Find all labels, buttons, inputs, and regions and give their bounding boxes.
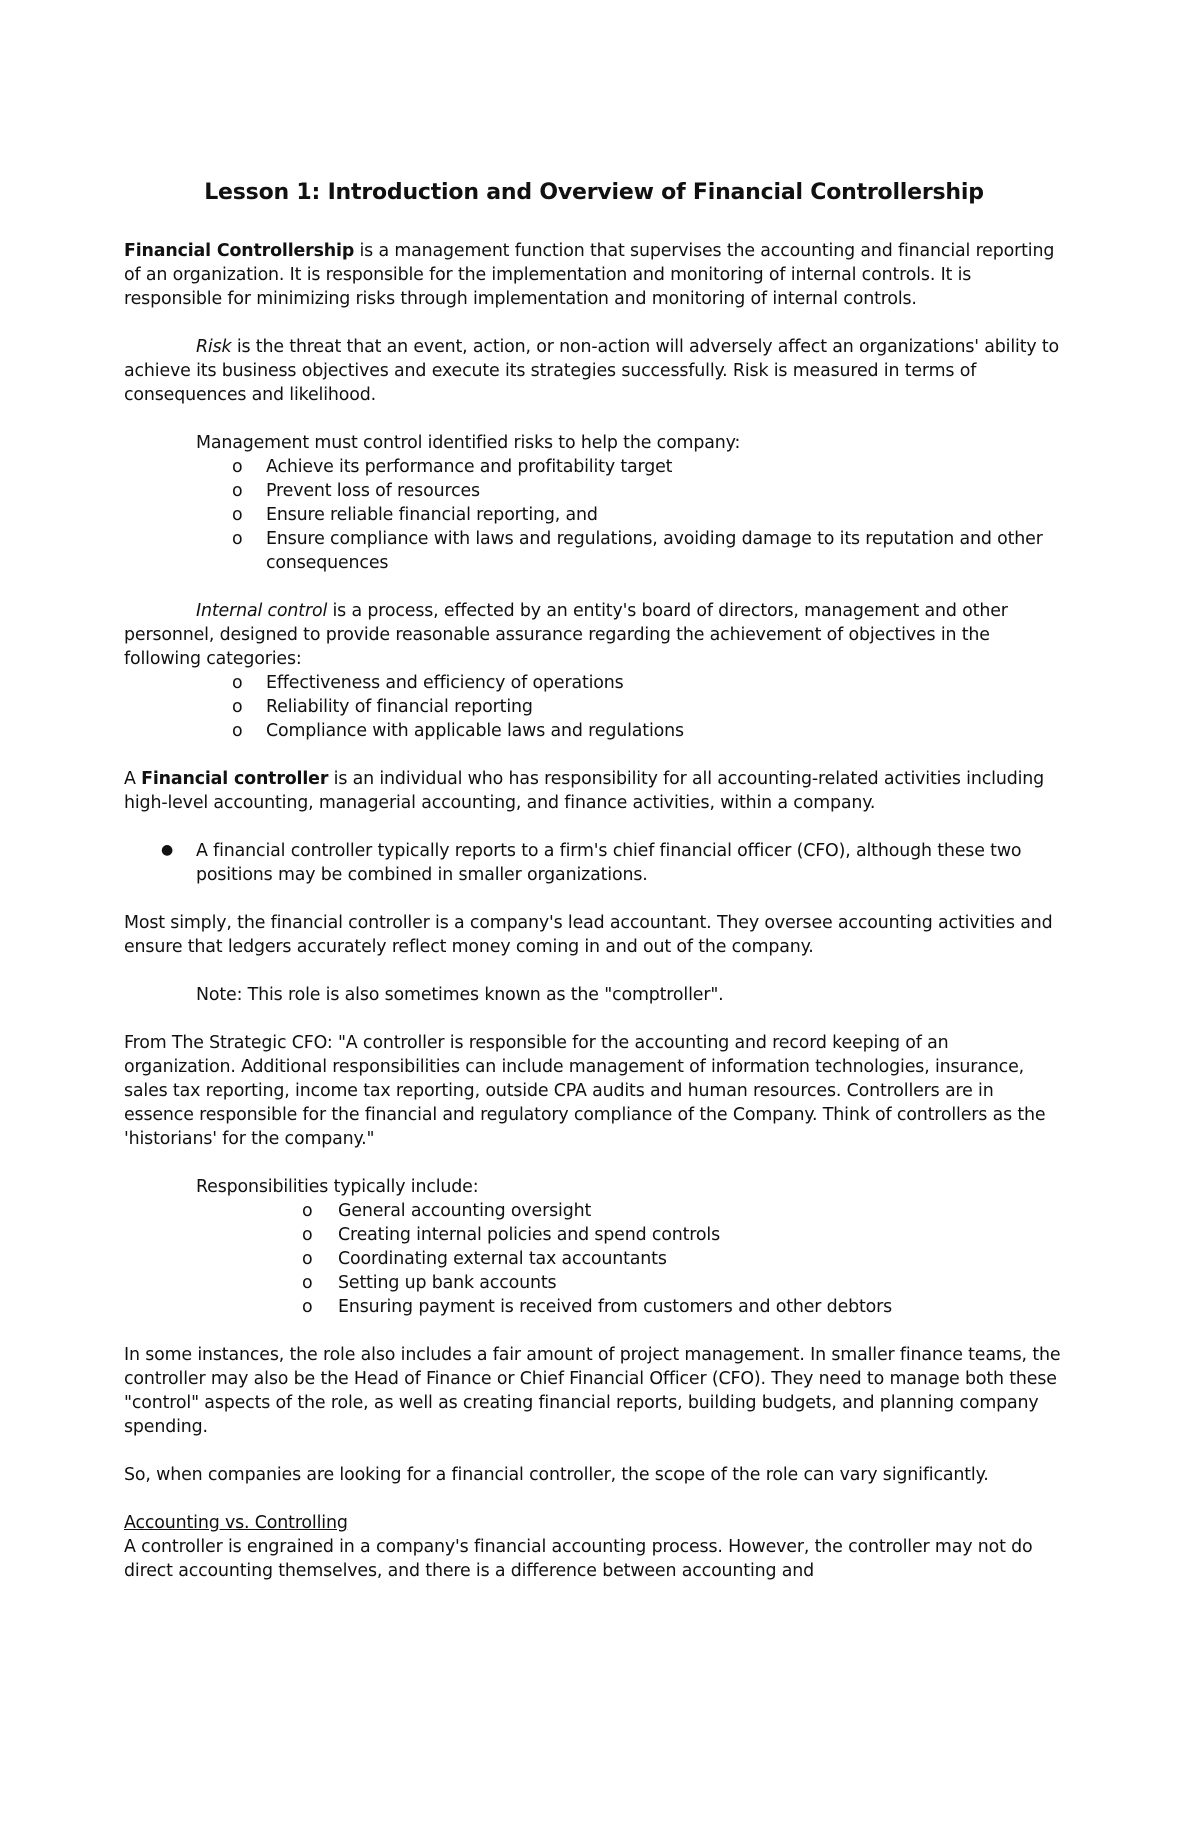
list-item: o Creating internal policies and spend controls bbox=[302, 1225, 721, 1245]
accounting-vs-controlling-text: A controller is engrained in a company's financial accounting process. However, the controller may not do direct accounting themselves, and there is a difference between accounting and bbox=[124, 1537, 1033, 1581]
list-marker: o bbox=[302, 1273, 313, 1293]
risk-text: is the threat that an event, action, or non-action will adversely affect an organizations' ability to achieve its business objectives and execute its strategies successfully. Risk is measured in terms of consequences and likelihood. bbox=[124, 337, 1060, 405]
instances-paragraph: In some instances, the role also includes a fair amount of project management. In smaller finance teams, the controller may also be the Head of Finance or Chief Financial Officer (CFO). They need to manage both these "control" aspects of the role, as well as creating financial reports, building budgets, and planning company spending. bbox=[124, 1345, 1061, 1437]
list-item: o Prevent loss of resources bbox=[232, 481, 480, 501]
list-marker: o bbox=[232, 505, 243, 525]
list-marker: o bbox=[232, 721, 243, 741]
list-item: o Coordinating external tax accountants bbox=[302, 1249, 667, 1269]
controller-text: is an individual who has responsibility for all accounting-related activities including high-level accounting, managerial accounting, and finance activities, within a company. bbox=[124, 769, 1045, 813]
strategic-cfo-paragraph: From The Strategic CFO: "A controller is responsible for the accounting and record keeping of an organization. Additional responsibilities can include management of information technologies, insurance, sales tax reporting, income tax reporting, outside CPA audits and human resources. Controllers are in essence responsible for the financial and regulatory compliance of the Company. Think of controllers as the 'historians' for the company." bbox=[124, 1033, 1046, 1149]
responsibilities-list bbox=[124, 1199, 1064, 1319]
list-marker: o bbox=[302, 1201, 313, 1221]
accounting-vs-controlling-heading: Accounting vs. Controlling bbox=[124, 1513, 348, 1533]
internal-control-text: is a process, effected by an entity's board of directors, management and other personnel, designed to provide reasonable assurance regarding the achievement of objectives in the following categories: bbox=[124, 601, 1008, 669]
list-item: o Compliance with applicable laws and regulations bbox=[232, 721, 684, 741]
intro-text: is a management function that supervises the accounting and financial reporting of an organization. It is responsible for the implementation and monitoring of internal controls. It is responsible for minimizing risks through implementation and monitoring of internal controls. bbox=[124, 241, 1055, 309]
list-item: o Ensure reliable financial reporting, and bbox=[232, 505, 598, 525]
intro-paragraph bbox=[124, 239, 1064, 311]
responsibilities-lead: Responsibilities typically include: bbox=[196, 1177, 479, 1197]
list-marker: o bbox=[302, 1297, 313, 1317]
list-marker: o bbox=[232, 481, 243, 501]
management-list bbox=[124, 455, 1064, 575]
bullet-marker: ● bbox=[161, 842, 174, 858]
internal-control-paragraph bbox=[124, 599, 1064, 671]
list-marker: o bbox=[232, 529, 243, 549]
list-item: o Effectiveness and efficiency of operations bbox=[232, 673, 624, 693]
risk-term: Risk bbox=[196, 337, 232, 357]
list-item: o Achieve its performance and profitability target bbox=[232, 457, 673, 477]
simply-paragraph: Most simply, the financial controller is a company's lead accountant. They oversee accounting activities and ensure that ledgers accurately reflect money coming in and out of the company. bbox=[124, 913, 1053, 957]
intro-term: Financial Controllership bbox=[124, 241, 355, 261]
internal-control-term: Internal control bbox=[196, 601, 328, 621]
controller-term: Financial controller bbox=[141, 769, 329, 789]
lesson-title: Lesson 1: Introduction and Overview of Financial Controllership bbox=[204, 180, 984, 205]
list-marker: o bbox=[302, 1225, 313, 1245]
list-marker: o bbox=[232, 457, 243, 477]
management-lead: Management must control identified risks to help the company: bbox=[196, 433, 741, 453]
list-marker: o bbox=[232, 673, 243, 693]
scope-paragraph: So, when companies are looking for a financial controller, the scope of the role can vary significantly. bbox=[124, 1465, 989, 1485]
note-paragraph: Note: This role is also sometimes known as the "comptroller". bbox=[196, 985, 724, 1005]
list-item: o Ensuring payment is received from customers and other debtors bbox=[302, 1297, 893, 1317]
list-item: o Ensure compliance with laws and regulations, avoiding damage to its reputation and other consequences bbox=[232, 529, 1043, 573]
controller-bullet-list bbox=[124, 839, 1064, 887]
controller-paragraph: A Financial controller is an individual who has responsibility for all accounting-related activities including high-level accounting, managerial accounting, and finance activities, within a company. bbox=[124, 769, 1045, 813]
internal-control-list bbox=[124, 671, 1064, 743]
list-item: ● A financial controller typically reports to a firm's chief financial officer (CFO), although these two positions may be combined in smaller organizations. bbox=[124, 839, 1064, 887]
list-item: o Reliability of financial reporting bbox=[232, 697, 533, 717]
risk-paragraph bbox=[124, 335, 1064, 407]
list-marker: o bbox=[302, 1249, 313, 1269]
list-item: o Setting up bank accounts bbox=[302, 1273, 557, 1293]
document-body bbox=[124, 178, 1064, 1583]
list-marker: o bbox=[232, 697, 243, 717]
list-item: o General accounting oversight bbox=[302, 1201, 592, 1221]
